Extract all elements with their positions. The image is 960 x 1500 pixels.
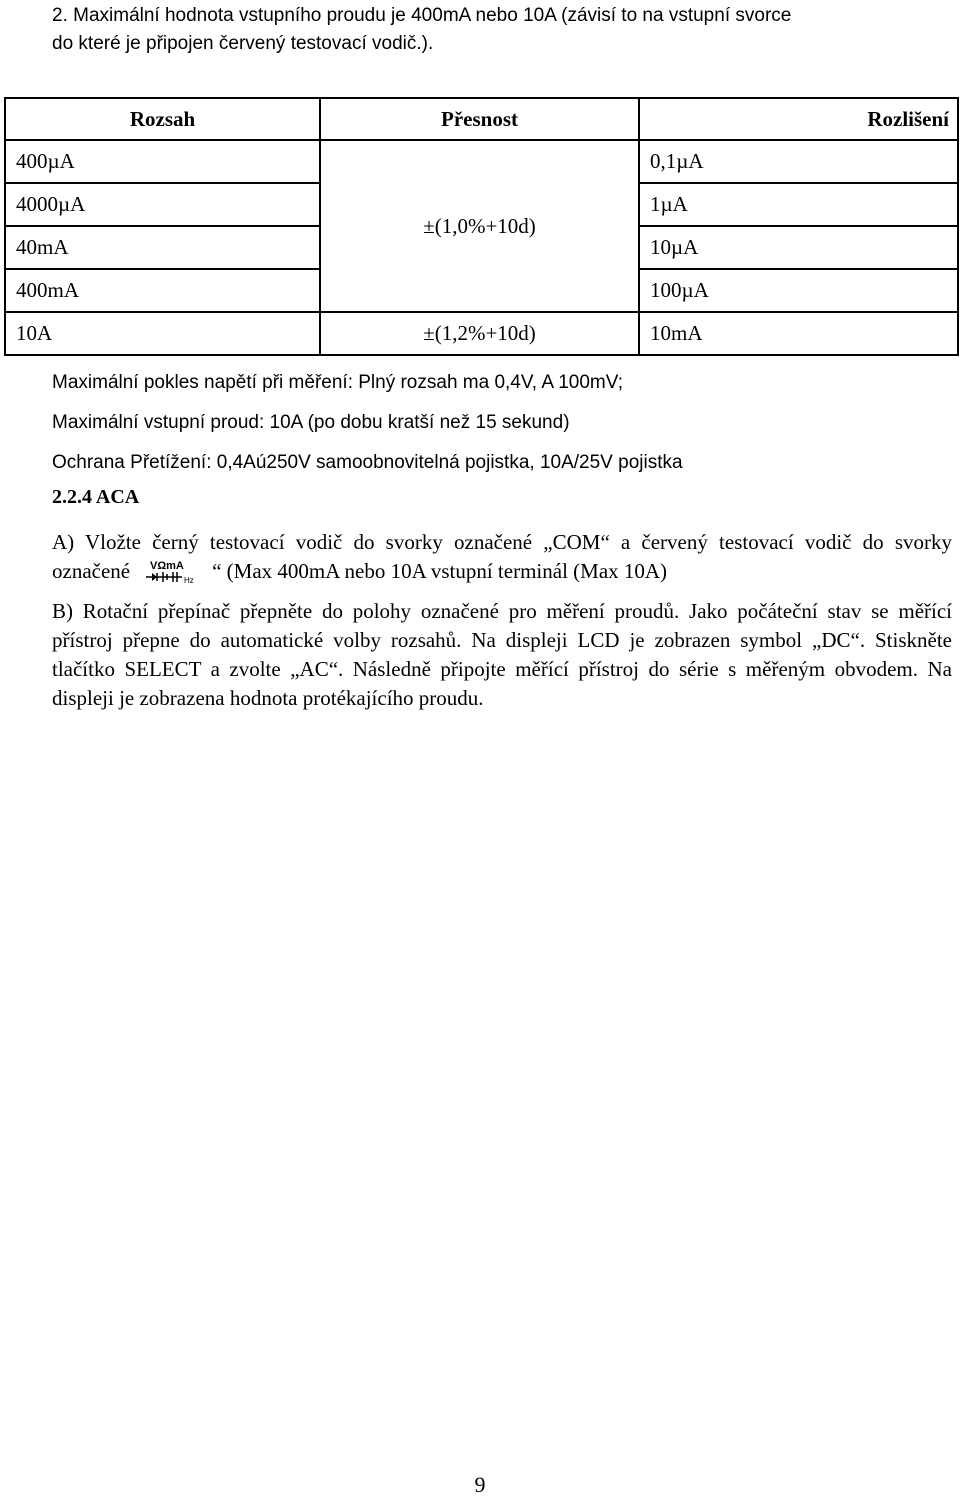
notes-block — [52, 363, 952, 483]
resolution-cell: 10µA — [639, 226, 958, 269]
header-resolution: Rozlišení — [639, 98, 958, 140]
note-line: Maximální pokles napětí při měření: Plný rozsah ma 0,4V, A 100mV; — [52, 372, 623, 393]
range-cell: 400µA — [5, 140, 320, 183]
resolution-cell: 100µA — [639, 269, 958, 312]
table-header-row — [5, 98, 958, 140]
accuracy-cell: ±(1,0%+10d) — [320, 140, 639, 312]
range-cell: 400mA — [5, 269, 320, 312]
accuracy-cell: ±(1,2%+10d) — [320, 312, 639, 355]
table-row — [5, 140, 958, 183]
section-heading: 2.2.4 ACA — [52, 486, 140, 508]
note-line: Maximální vstupní proud: 10A (po dobu kratší než 15 sekund) — [52, 412, 570, 433]
terminal-symbol-icon — [146, 558, 202, 584]
spec-table — [4, 97, 959, 356]
resolution-cell: 10mA — [639, 312, 958, 355]
intro-paragraph — [52, 2, 952, 58]
range-cell: 40mA — [5, 226, 320, 269]
range-cell: 4000µA — [5, 183, 320, 226]
terminal-symbol-label: VΩmA — [150, 560, 184, 572]
range-cell: 10A — [5, 312, 320, 355]
paragraph-a-tail: “ (Max 400mA nebo 10A vstupní terminál (Max 10A) — [212, 559, 668, 583]
page-number: 9 — [474, 1472, 486, 1497]
terminal-symbol-hz: Hz — [184, 576, 194, 584]
header-accuracy: Přesnost — [320, 98, 639, 140]
table-row — [5, 312, 958, 355]
intro-line-2: do které je připojen červený testovací vodič.). — [52, 33, 434, 54]
intro-line-1: 2. Maximální hodnota vstupního proudu je 400mA nebo 10A (závisí to na vstupní svorce — [52, 5, 792, 26]
paragraph-a — [52, 528, 952, 586]
header-range: Rozsah — [5, 98, 320, 140]
paragraph-a-text: A) Vložte černý testovací vodič do svorky označené „COM“ a červený testovací vodič do svorky označené — [52, 530, 952, 583]
note-line: Ochrana Přetížení: 0,4Aú250V samoobnovitelná pojistka, 10A/25V pojistka — [52, 452, 683, 473]
paragraph-b: B) Rotační přepínač přepněte do polohy označené pro měření proudů. Jako počáteční stav se měřící přístroj přepne do automatické volby rozsahů. Na displeji LCD je zobrazen symbol „DC“. Stiskněte tlačítko SELECT a zvolte „AC“. Následně připojte měřící přístroj do série s měřeným obvodem. Na displeji je zobrazena hodnota protékajícího proudu. — [52, 599, 952, 710]
resolution-cell: 1µA — [639, 183, 958, 226]
resolution-cell: 0,1µA — [639, 140, 958, 183]
